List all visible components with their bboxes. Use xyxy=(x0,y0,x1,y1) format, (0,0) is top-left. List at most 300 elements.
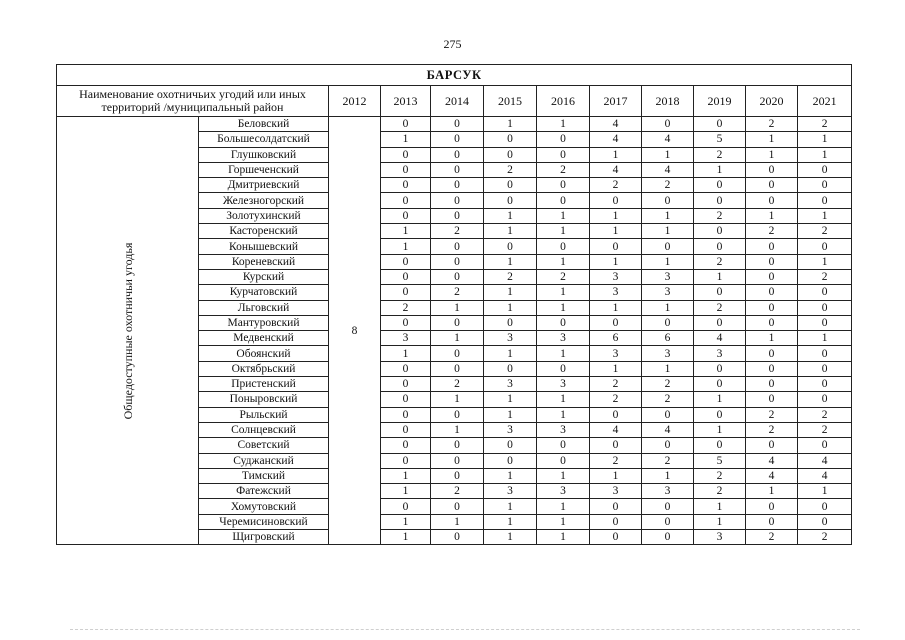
value-cell: 1 xyxy=(381,132,431,147)
value-cell: 0 xyxy=(642,117,694,132)
value-cell: 1 xyxy=(537,514,590,529)
value-cell: 1 xyxy=(484,499,537,514)
value-cell: 1 xyxy=(590,361,642,376)
value-cell: 0 xyxy=(694,438,746,453)
value-cell: 2 xyxy=(537,269,590,284)
value-cell: 1 xyxy=(590,208,642,223)
district-name: Советский xyxy=(199,438,329,453)
value-cell: 0 xyxy=(484,453,537,468)
district-name: Обоянский xyxy=(199,346,329,361)
value-cell: 0 xyxy=(484,361,537,376)
value-cell: 0 xyxy=(537,315,590,330)
district-name: Кореневский xyxy=(199,254,329,269)
value-cell: 2 xyxy=(642,453,694,468)
value-cell: 0 xyxy=(746,377,798,392)
value-cell: 1 xyxy=(642,300,694,315)
value-cell: 0 xyxy=(798,499,852,514)
value-cell: 2 xyxy=(642,377,694,392)
value-cell: 2 xyxy=(798,117,852,132)
value-cell: 1 xyxy=(694,499,746,514)
value-cell: 1 xyxy=(381,224,431,239)
value-cell: 3 xyxy=(642,484,694,499)
value-cell: 0 xyxy=(590,530,642,545)
year-header: 2014 xyxy=(431,86,484,117)
value-cell: 0 xyxy=(798,361,852,376)
value-cell: 0 xyxy=(484,438,537,453)
district-name: Медвенский xyxy=(199,331,329,346)
value-cell: 4 xyxy=(746,468,798,483)
value-cell: 1 xyxy=(746,132,798,147)
value-cell: 0 xyxy=(694,285,746,300)
value-cell: 0 xyxy=(431,208,484,223)
district-name: Курский xyxy=(199,269,329,284)
value-cell: 0 xyxy=(381,422,431,437)
value-cell: 1 xyxy=(694,392,746,407)
header-name: Наименование охотничьих угодий или иных территорий /муниципальный район xyxy=(57,86,329,117)
value-cell: 1 xyxy=(537,224,590,239)
district-name: Льговский xyxy=(199,300,329,315)
value-cell: 0 xyxy=(381,407,431,422)
value-cell: 5 xyxy=(694,453,746,468)
district-name: Черемисиновский xyxy=(199,514,329,529)
value-cell: 3 xyxy=(590,285,642,300)
value-cell: 0 xyxy=(484,193,537,208)
page-number: 275 xyxy=(443,37,462,51)
district-name: Золотухинский xyxy=(199,208,329,223)
value-cell: 3 xyxy=(537,331,590,346)
value-cell: 1 xyxy=(537,300,590,315)
value-cell: 0 xyxy=(431,132,484,147)
value-cell: 0 xyxy=(484,315,537,330)
value-cell: 0 xyxy=(381,499,431,514)
value-cell: 4 xyxy=(798,468,852,483)
value-cell: 0 xyxy=(590,514,642,529)
value-cell: 0 xyxy=(746,193,798,208)
value-cell: 1 xyxy=(537,208,590,223)
value-cell: 1 xyxy=(798,208,852,223)
district-name: Мантуровский xyxy=(199,315,329,330)
district-name: Горшеченский xyxy=(199,162,329,177)
value-cell: 4 xyxy=(642,422,694,437)
value-cell: 2 xyxy=(537,162,590,177)
value-cell: 0 xyxy=(537,438,590,453)
value-cell: 2 xyxy=(746,530,798,545)
value-cell: 0 xyxy=(484,132,537,147)
value-cell: 1 xyxy=(642,468,694,483)
value-cell: 0 xyxy=(694,377,746,392)
value-cell: 0 xyxy=(431,361,484,376)
value-cell: 0 xyxy=(694,178,746,193)
value-cell: 0 xyxy=(798,346,852,361)
value-cell: 1 xyxy=(642,208,694,223)
title-row xyxy=(57,65,852,86)
value-cell: 1 xyxy=(537,499,590,514)
value-cell: 3 xyxy=(590,346,642,361)
value-cell: 0 xyxy=(798,193,852,208)
value-cell: 0 xyxy=(798,392,852,407)
value-cell: 1 xyxy=(798,147,852,162)
year-header: 2020 xyxy=(746,86,798,117)
year-header: 2012 xyxy=(329,86,381,117)
district-name: Железногорский xyxy=(199,193,329,208)
value-cell: 2 xyxy=(746,224,798,239)
value-cell: 2 xyxy=(798,224,852,239)
value-cell: 0 xyxy=(381,453,431,468)
value-cell: 4 xyxy=(590,132,642,147)
value-cell: 1 xyxy=(431,514,484,529)
value-cell: 0 xyxy=(381,254,431,269)
value-cell: 0 xyxy=(642,193,694,208)
value-cell: 2 xyxy=(798,407,852,422)
value-cell: 4 xyxy=(590,162,642,177)
value-cell: 0 xyxy=(590,193,642,208)
value-cell: 2 xyxy=(694,468,746,483)
value-cell: 0 xyxy=(381,285,431,300)
value-cell: 0 xyxy=(431,254,484,269)
value-cell: 1 xyxy=(590,468,642,483)
value-cell: 2 xyxy=(694,484,746,499)
value-cell: 3 xyxy=(484,331,537,346)
value-cell: 0 xyxy=(381,178,431,193)
value-cell: 1 xyxy=(431,422,484,437)
value-cell: 0 xyxy=(746,285,798,300)
value-cell: 1 xyxy=(484,117,537,132)
value-cell: 3 xyxy=(590,269,642,284)
value-cell: 5 xyxy=(694,132,746,147)
value-cell: 1 xyxy=(381,514,431,529)
value-cell: 6 xyxy=(590,331,642,346)
value-cell: 0 xyxy=(431,530,484,545)
district-name: Суджанский xyxy=(199,453,329,468)
value-cell: 2 xyxy=(746,407,798,422)
value-cell: 2 xyxy=(431,224,484,239)
value-cell: 1 xyxy=(642,361,694,376)
value-cell: 0 xyxy=(642,315,694,330)
value-cell: 0 xyxy=(431,193,484,208)
value-cell: 2 xyxy=(642,178,694,193)
value-cell: 0 xyxy=(798,178,852,193)
value-cell: 3 xyxy=(484,422,537,437)
value-cell: 0 xyxy=(798,315,852,330)
district-name: Дмитриевский xyxy=(199,178,329,193)
year-header: 2013 xyxy=(381,86,431,117)
district-name: Большесолдатский xyxy=(199,132,329,147)
value-cell: 1 xyxy=(590,300,642,315)
value-cell: 1 xyxy=(642,147,694,162)
value-cell: 1 xyxy=(381,484,431,499)
value-cell: 1 xyxy=(694,269,746,284)
district-name: Хомутовский xyxy=(199,499,329,514)
value-cell: 1 xyxy=(484,300,537,315)
value-cell: 0 xyxy=(642,239,694,254)
value-cell: 1 xyxy=(431,300,484,315)
value-cell: 0 xyxy=(537,239,590,254)
value-cell: 3 xyxy=(694,346,746,361)
value-cell: 2 xyxy=(694,147,746,162)
value-cell: 0 xyxy=(746,438,798,453)
area-type-label: Общедоступные охотничьи угодья xyxy=(120,242,135,420)
value-cell: 0 xyxy=(537,453,590,468)
value-cell: 3 xyxy=(642,346,694,361)
value-cell: 4 xyxy=(694,331,746,346)
value-cell: 0 xyxy=(431,239,484,254)
value-cell: 0 xyxy=(537,361,590,376)
value-cell: 1 xyxy=(537,117,590,132)
value-cell: 1 xyxy=(484,468,537,483)
district-name: Конышевский xyxy=(199,239,329,254)
year-header: 2015 xyxy=(484,86,537,117)
value-cell: 2 xyxy=(590,392,642,407)
value-cell: 1 xyxy=(537,346,590,361)
value-cell: 1 xyxy=(694,422,746,437)
value-cell: 1 xyxy=(484,208,537,223)
value-cell: 1 xyxy=(537,254,590,269)
value-cell: 2 xyxy=(642,392,694,407)
value-cell: 2 xyxy=(431,285,484,300)
value-cell: 1 xyxy=(798,484,852,499)
value-cell: 0 xyxy=(381,269,431,284)
value-cell: 0 xyxy=(798,377,852,392)
value-cell: 0 xyxy=(381,315,431,330)
value-cell: 0 xyxy=(537,147,590,162)
value-cell: 2 xyxy=(484,162,537,177)
year-header: 2021 xyxy=(798,86,852,117)
value-cell: 0 xyxy=(381,361,431,376)
value-cell: 0 xyxy=(537,178,590,193)
value-cell: 1 xyxy=(694,162,746,177)
value-cell: 2 xyxy=(746,117,798,132)
value-cell: 1 xyxy=(484,407,537,422)
value-cell: 0 xyxy=(431,178,484,193)
value-cell: 1 xyxy=(381,530,431,545)
value-cell: 0 xyxy=(590,407,642,422)
value-cell: 0 xyxy=(590,499,642,514)
value-cell: 2 xyxy=(746,422,798,437)
value-cell: 0 xyxy=(381,193,431,208)
year-header: 2018 xyxy=(642,86,694,117)
value-cell: 2 xyxy=(590,377,642,392)
value-cell: 0 xyxy=(746,392,798,407)
value-cell: 0 xyxy=(642,514,694,529)
district-name: Октябрьский xyxy=(199,361,329,376)
value-cell: 3 xyxy=(590,484,642,499)
value-cell: 0 xyxy=(642,530,694,545)
value-cell: 4 xyxy=(746,453,798,468)
value-cell: 4 xyxy=(642,132,694,147)
value-cell: 1 xyxy=(484,392,537,407)
value-cell: 0 xyxy=(746,269,798,284)
value-cell: 1 xyxy=(431,331,484,346)
value-cell: 3 xyxy=(381,331,431,346)
value-cell: 0 xyxy=(431,147,484,162)
value-cell: 0 xyxy=(431,407,484,422)
value-cell: 0 xyxy=(431,346,484,361)
value-cell: 3 xyxy=(484,484,537,499)
value-cell: 0 xyxy=(484,178,537,193)
value-cell: 2 xyxy=(381,300,431,315)
value-cell: 2 xyxy=(431,377,484,392)
value-cell: 1 xyxy=(484,514,537,529)
district-name: Солнцевский xyxy=(199,422,329,437)
value-cell: 3 xyxy=(537,422,590,437)
value-cell: 0 xyxy=(798,514,852,529)
value-cell: 0 xyxy=(746,514,798,529)
value-cell: 0 xyxy=(798,438,852,453)
value-cell: 0 xyxy=(381,438,431,453)
value-cell: 1 xyxy=(746,331,798,346)
value-cell: 2 xyxy=(694,208,746,223)
district-name: Пристенский xyxy=(199,377,329,392)
value-cell: 3 xyxy=(694,530,746,545)
value-cell: 3 xyxy=(537,377,590,392)
value-cell: 0 xyxy=(642,499,694,514)
district-name: Тимский xyxy=(199,468,329,483)
value-cell: 1 xyxy=(694,514,746,529)
value-cell: 0 xyxy=(798,285,852,300)
value-cell: 1 xyxy=(642,224,694,239)
value-cell: 2 xyxy=(431,484,484,499)
district-name: Рыльский xyxy=(199,407,329,422)
area-type-cell xyxy=(57,117,199,545)
district-name: Касторенский xyxy=(199,224,329,239)
value-cell: 0 xyxy=(537,132,590,147)
value-cell: 0 xyxy=(431,453,484,468)
value-cell: 0 xyxy=(590,438,642,453)
value-cell: 0 xyxy=(798,239,852,254)
header-row xyxy=(57,86,852,117)
value-cell: 0 xyxy=(746,178,798,193)
value-cell: 1 xyxy=(381,468,431,483)
value-cell: 0 xyxy=(746,361,798,376)
value-cell: 0 xyxy=(381,208,431,223)
value-cell: 1 xyxy=(590,254,642,269)
value-cell: 0 xyxy=(694,117,746,132)
value-cell: 6 xyxy=(642,331,694,346)
value-cell: 0 xyxy=(537,193,590,208)
district-name: Щигровский xyxy=(199,530,329,545)
year-header: 2017 xyxy=(590,86,642,117)
value-cell: 0 xyxy=(484,239,537,254)
value-cell: 0 xyxy=(642,438,694,453)
value-cell: 0 xyxy=(694,361,746,376)
year-header: 2019 xyxy=(694,86,746,117)
value-cell: 0 xyxy=(746,346,798,361)
scan-artifact-line xyxy=(70,629,860,630)
district-name: Фатежский xyxy=(199,484,329,499)
value-cell: 3 xyxy=(537,484,590,499)
value-cell: 0 xyxy=(746,239,798,254)
value-cell: 1 xyxy=(590,147,642,162)
year-header: 2016 xyxy=(537,86,590,117)
value-cell: 0 xyxy=(798,300,852,315)
value-cell: 0 xyxy=(431,269,484,284)
value-cell: 0 xyxy=(431,438,484,453)
value-cell: 1 xyxy=(484,285,537,300)
value-cell: 4 xyxy=(798,453,852,468)
value-cell: 0 xyxy=(694,407,746,422)
value-cell: 1 xyxy=(484,530,537,545)
value-cell: 0 xyxy=(381,162,431,177)
value-cell: 1 xyxy=(484,224,537,239)
value-cell: 1 xyxy=(798,254,852,269)
value-cell: 1 xyxy=(431,392,484,407)
value-cell: 1 xyxy=(746,147,798,162)
value-cell: 0 xyxy=(381,377,431,392)
district-name: Глушковский xyxy=(199,147,329,162)
value-cell: 3 xyxy=(642,269,694,284)
value-cell: 0 xyxy=(431,499,484,514)
value-cell: 1 xyxy=(537,468,590,483)
value-cell: 0 xyxy=(381,147,431,162)
value-cell: 0 xyxy=(694,193,746,208)
value-cell: 0 xyxy=(746,300,798,315)
value-cell: 1 xyxy=(746,484,798,499)
value-cell: 0 xyxy=(381,392,431,407)
value-cell: 1 xyxy=(537,530,590,545)
value-cell: 0 xyxy=(590,239,642,254)
value-cell: 4 xyxy=(590,117,642,132)
value-cell: 1 xyxy=(537,285,590,300)
value-cell: 0 xyxy=(694,224,746,239)
district-name: Курчатовский xyxy=(199,285,329,300)
value-cell: 2 xyxy=(484,269,537,284)
value-cell: 2 xyxy=(694,254,746,269)
value-cell: 4 xyxy=(642,162,694,177)
value-cell: 3 xyxy=(642,285,694,300)
value-cell: 0 xyxy=(590,315,642,330)
value-cell: 0 xyxy=(694,315,746,330)
value-cell: 0 xyxy=(642,407,694,422)
badger-table xyxy=(56,64,852,545)
value-cell: 1 xyxy=(746,208,798,223)
value-cell: 2 xyxy=(694,300,746,315)
value-cell: 2 xyxy=(798,269,852,284)
value-cell: 2 xyxy=(590,178,642,193)
value-cell: 1 xyxy=(537,407,590,422)
value-cell: 2 xyxy=(798,422,852,437)
value-cell: 0 xyxy=(431,117,484,132)
value-cell: 1 xyxy=(381,239,431,254)
value-cell: 1 xyxy=(642,254,694,269)
value-cell: 0 xyxy=(431,162,484,177)
value-cell: 3 xyxy=(484,377,537,392)
value-cell: 1 xyxy=(798,132,852,147)
value-cell: 0 xyxy=(381,117,431,132)
value-cell: 1 xyxy=(590,224,642,239)
table-title: БАРСУК xyxy=(57,65,852,86)
value-cell: 1 xyxy=(537,392,590,407)
value-cell: 2 xyxy=(590,453,642,468)
value-cell: 0 xyxy=(746,162,798,177)
value-cell: 0 xyxy=(484,147,537,162)
value-cell: 1 xyxy=(798,331,852,346)
value-cell: 0 xyxy=(431,315,484,330)
value-cell: 4 xyxy=(590,422,642,437)
district-name: Беловский xyxy=(199,117,329,132)
value-cell: 1 xyxy=(484,254,537,269)
value-2012-cell: 8 xyxy=(329,117,381,545)
value-cell: 0 xyxy=(431,468,484,483)
value-cell: 0 xyxy=(746,254,798,269)
value-cell: 1 xyxy=(484,346,537,361)
value-cell: 0 xyxy=(746,499,798,514)
value-cell: 0 xyxy=(694,239,746,254)
table-row xyxy=(57,117,852,132)
district-name: Поныровский xyxy=(199,392,329,407)
value-cell: 1 xyxy=(381,346,431,361)
value-cell: 0 xyxy=(798,162,852,177)
value-cell: 2 xyxy=(798,530,852,545)
